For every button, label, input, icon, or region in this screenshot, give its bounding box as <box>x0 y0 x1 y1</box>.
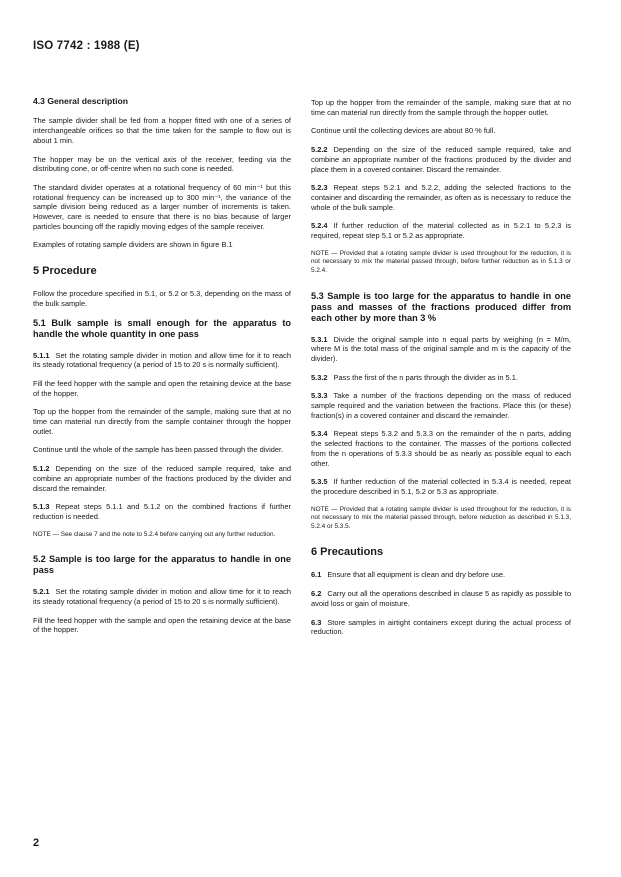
clause-number: 5.2.4 <box>311 221 328 231</box>
section-5-3-heading: 5.3 Sample is too large for the apparatus to handle in one pass and masses of the fractions produced differ from each other by more than 3 % <box>311 290 571 323</box>
clause-6-1 <box>311 570 571 580</box>
clause-number: 6.3 <box>311 617 322 627</box>
clause-text: If further reduction of the material collected as in 5.2.1 to 5.2.3 is required, repeat step 5.1 or 5.2 as appropriate. <box>311 221 571 241</box>
clause-5-3-3 <box>311 391 571 420</box>
clause-text: Carry out all the operations described in clause 5 as rapidly as possible to avoid loss or gain of moisture. <box>311 589 571 608</box>
clause-5-2-3 <box>311 183 571 212</box>
right-column <box>311 98 571 646</box>
clause-number: 5.2.3 <box>311 183 328 193</box>
paragraph: Follow the procedure specified in 5.1, or 5.2 or 5.3, depending on the mass of the bulk sample. <box>33 289 291 308</box>
clause-number: 5.3.4 <box>311 429 328 439</box>
clause-number: 5.2.2 <box>311 145 328 155</box>
page-number: 2 <box>33 837 40 849</box>
section-5-heading: 5 Procedure <box>33 265 97 278</box>
clause-text: Pass the first of the n parts through the divider as in 5.1. <box>333 372 518 382</box>
note: NOTE — Provided that a rotating sample divider is used throughout for the reduction, it is not necessary to mix the material passed through, before further reduction as in 5.1.3 or 5.2.4. <box>311 249 571 274</box>
clause-5-3-4 <box>311 429 571 468</box>
note: NOTE — See clause 7 and the note to 5.2.4 before carrying out any further reduction. <box>33 530 276 538</box>
clause-5-1-3 <box>33 502 291 521</box>
left-column <box>33 96 291 644</box>
section-5-1-heading: 5.1 Bulk sample is small enough for the apparatus to handle the whole quantity in one pass <box>33 317 291 339</box>
clause-number: 5.2.1 <box>33 587 50 597</box>
section-5-2-heading: 5.2 Sample is too large for the apparatus to handle in one pass <box>33 554 291 576</box>
clause-number: 5.1.1 <box>33 350 50 360</box>
clause-text: Depending on the size of the reduced sample required, take and combine an appropriate number of the fractions produced by the divider and place them in a covered container. Discard the remainder. <box>311 145 571 174</box>
clause-text: Take a number of the fractions depending on the mass of reduced sample required and the variation between the fractions. Place this (or these) fraction(s) in a covered container and discard the remainder. <box>311 391 571 420</box>
clause-5-2-4 <box>311 221 571 240</box>
paragraph: Fill the feed hopper with the sample and open the retaining device at the base of the hopper. <box>33 378 291 398</box>
clause-text: If further reduction of the material collected in 5.3.4 is needed, repeat the procedure described in 5.1, 5.2 or 5.3 as appropriate. <box>311 477 571 496</box>
clause-text: Depending on the size of the reduced sample required, take and combine an appropriate number of the fractions produced by the divider and discard the remainder. <box>33 464 291 493</box>
clause-text: Repeat steps 5.2.1 and 5.2.2, adding the selected fractions to the container and discarding the remainder, as often as is necessary to reduce the whole of the bulk sample. <box>311 183 571 212</box>
document-header: ISO 7742 : 1988 (E) <box>33 40 140 52</box>
clause-number: 6.1 <box>311 570 322 580</box>
clause-text: Set the rotating sample divider in motion and allow time for it to reach its steady rotational frequency (a period of 15 to 20 s is normally sufficient). <box>33 350 291 370</box>
paragraph: Examples of rotating sample dividers are shown in figure B.1 <box>33 240 233 250</box>
clause-number: 5.3.1 <box>311 334 328 344</box>
clause-6-3 <box>311 618 571 637</box>
clause-6-2 <box>311 589 571 608</box>
clause-text: Repeat steps 5.1.1 and 5.1.2 on the combined fractions if further reduction is needed. <box>33 502 291 521</box>
clause-text: Repeat steps 5.3.2 and 5.3.3 on the remainder of the n parts, adding the selected fractions to the container. The masses of the portions collected from the n operations of 5.3.3 should be as nearly as possible equal to each other. <box>311 429 571 468</box>
paragraph: Top up the hopper from the remainder of the sample, making sure that at no time can material run directly from the sample container through the hopper outlet. <box>33 407 291 436</box>
paragraph: The hopper may be on the vertical axis of the receiver, feeding via the distributing cone, or off-centre when no such cone is needed. <box>33 154 291 174</box>
clause-5-2-2 <box>311 145 571 174</box>
clause-5-1-2 <box>33 464 291 493</box>
clause-5-3-1 <box>311 335 571 364</box>
paragraph: The sample divider shall be fed from a hopper fitted with one of a series of interchangeable orifices so that the time taken for the sample to flow out is about 1 min. <box>33 116 291 145</box>
clause-text: Store samples in airtight containers except during the actual process of reduction. <box>311 617 571 637</box>
paragraph: Continue until the collecting devices are about 80 % full. <box>311 126 496 136</box>
clause-text: Ensure that all equipment is clean and dry before use. <box>327 570 506 580</box>
clause-text: Divide the original sample into n equal parts by weighing (n = M/m, where M is the total mass of the original sample and m is the capacity of the divider). <box>311 334 571 363</box>
paragraph: The standard divider operates at a rotational frequency of 60 min⁻¹ but this rotational frequency can be increased up to 300 min⁻¹, the variance of the sample division being reduced as a larger number of increments is taken. However, care is needed to ensure that there is no bias because of larger particles bouncing off the rapidly moving edges of the sample receiver. <box>33 182 291 231</box>
clause-5-3-5 <box>311 477 571 496</box>
clause-number: 5.3.5 <box>311 477 328 487</box>
clause-5-3-2 <box>311 373 571 383</box>
paragraph: Continue until the whole of the sample has been passed through the divider. <box>33 445 284 455</box>
clause-number: 5.1.3 <box>33 502 50 512</box>
paragraph: Top up the hopper from the remainder of the sample, making sure that at no time can material run directly from the sample through the hopper outlet. <box>311 98 571 117</box>
paragraph: Fill the feed hopper with the sample and open the retaining device at the base of the hopper. <box>33 615 291 635</box>
section-6-heading: 6 Precautions <box>311 546 384 559</box>
note: NOTE — Provided that a rotating sample divider is used throughout for the reduction, it is not necessary to mix the material passed through, before reduction as described in 5.1.3, 5.2.4 or 5.3.5. <box>311 505 571 530</box>
section-4-3-heading: 4.3 General description <box>33 96 129 106</box>
clause-number: 5.3.3 <box>311 391 328 401</box>
clause-5-1-1 <box>33 351 291 370</box>
clause-text: Set the rotating sample divider in motion and allow time for it to reach its steady rotational frequency (a period of 15 to 20 s is normally sufficient). <box>33 587 291 606</box>
clause-number: 5.3.2 <box>311 372 328 382</box>
clause-number: 6.2 <box>311 589 322 599</box>
clause-number: 5.1.2 <box>33 464 50 474</box>
clause-5-2-1 <box>33 587 291 606</box>
